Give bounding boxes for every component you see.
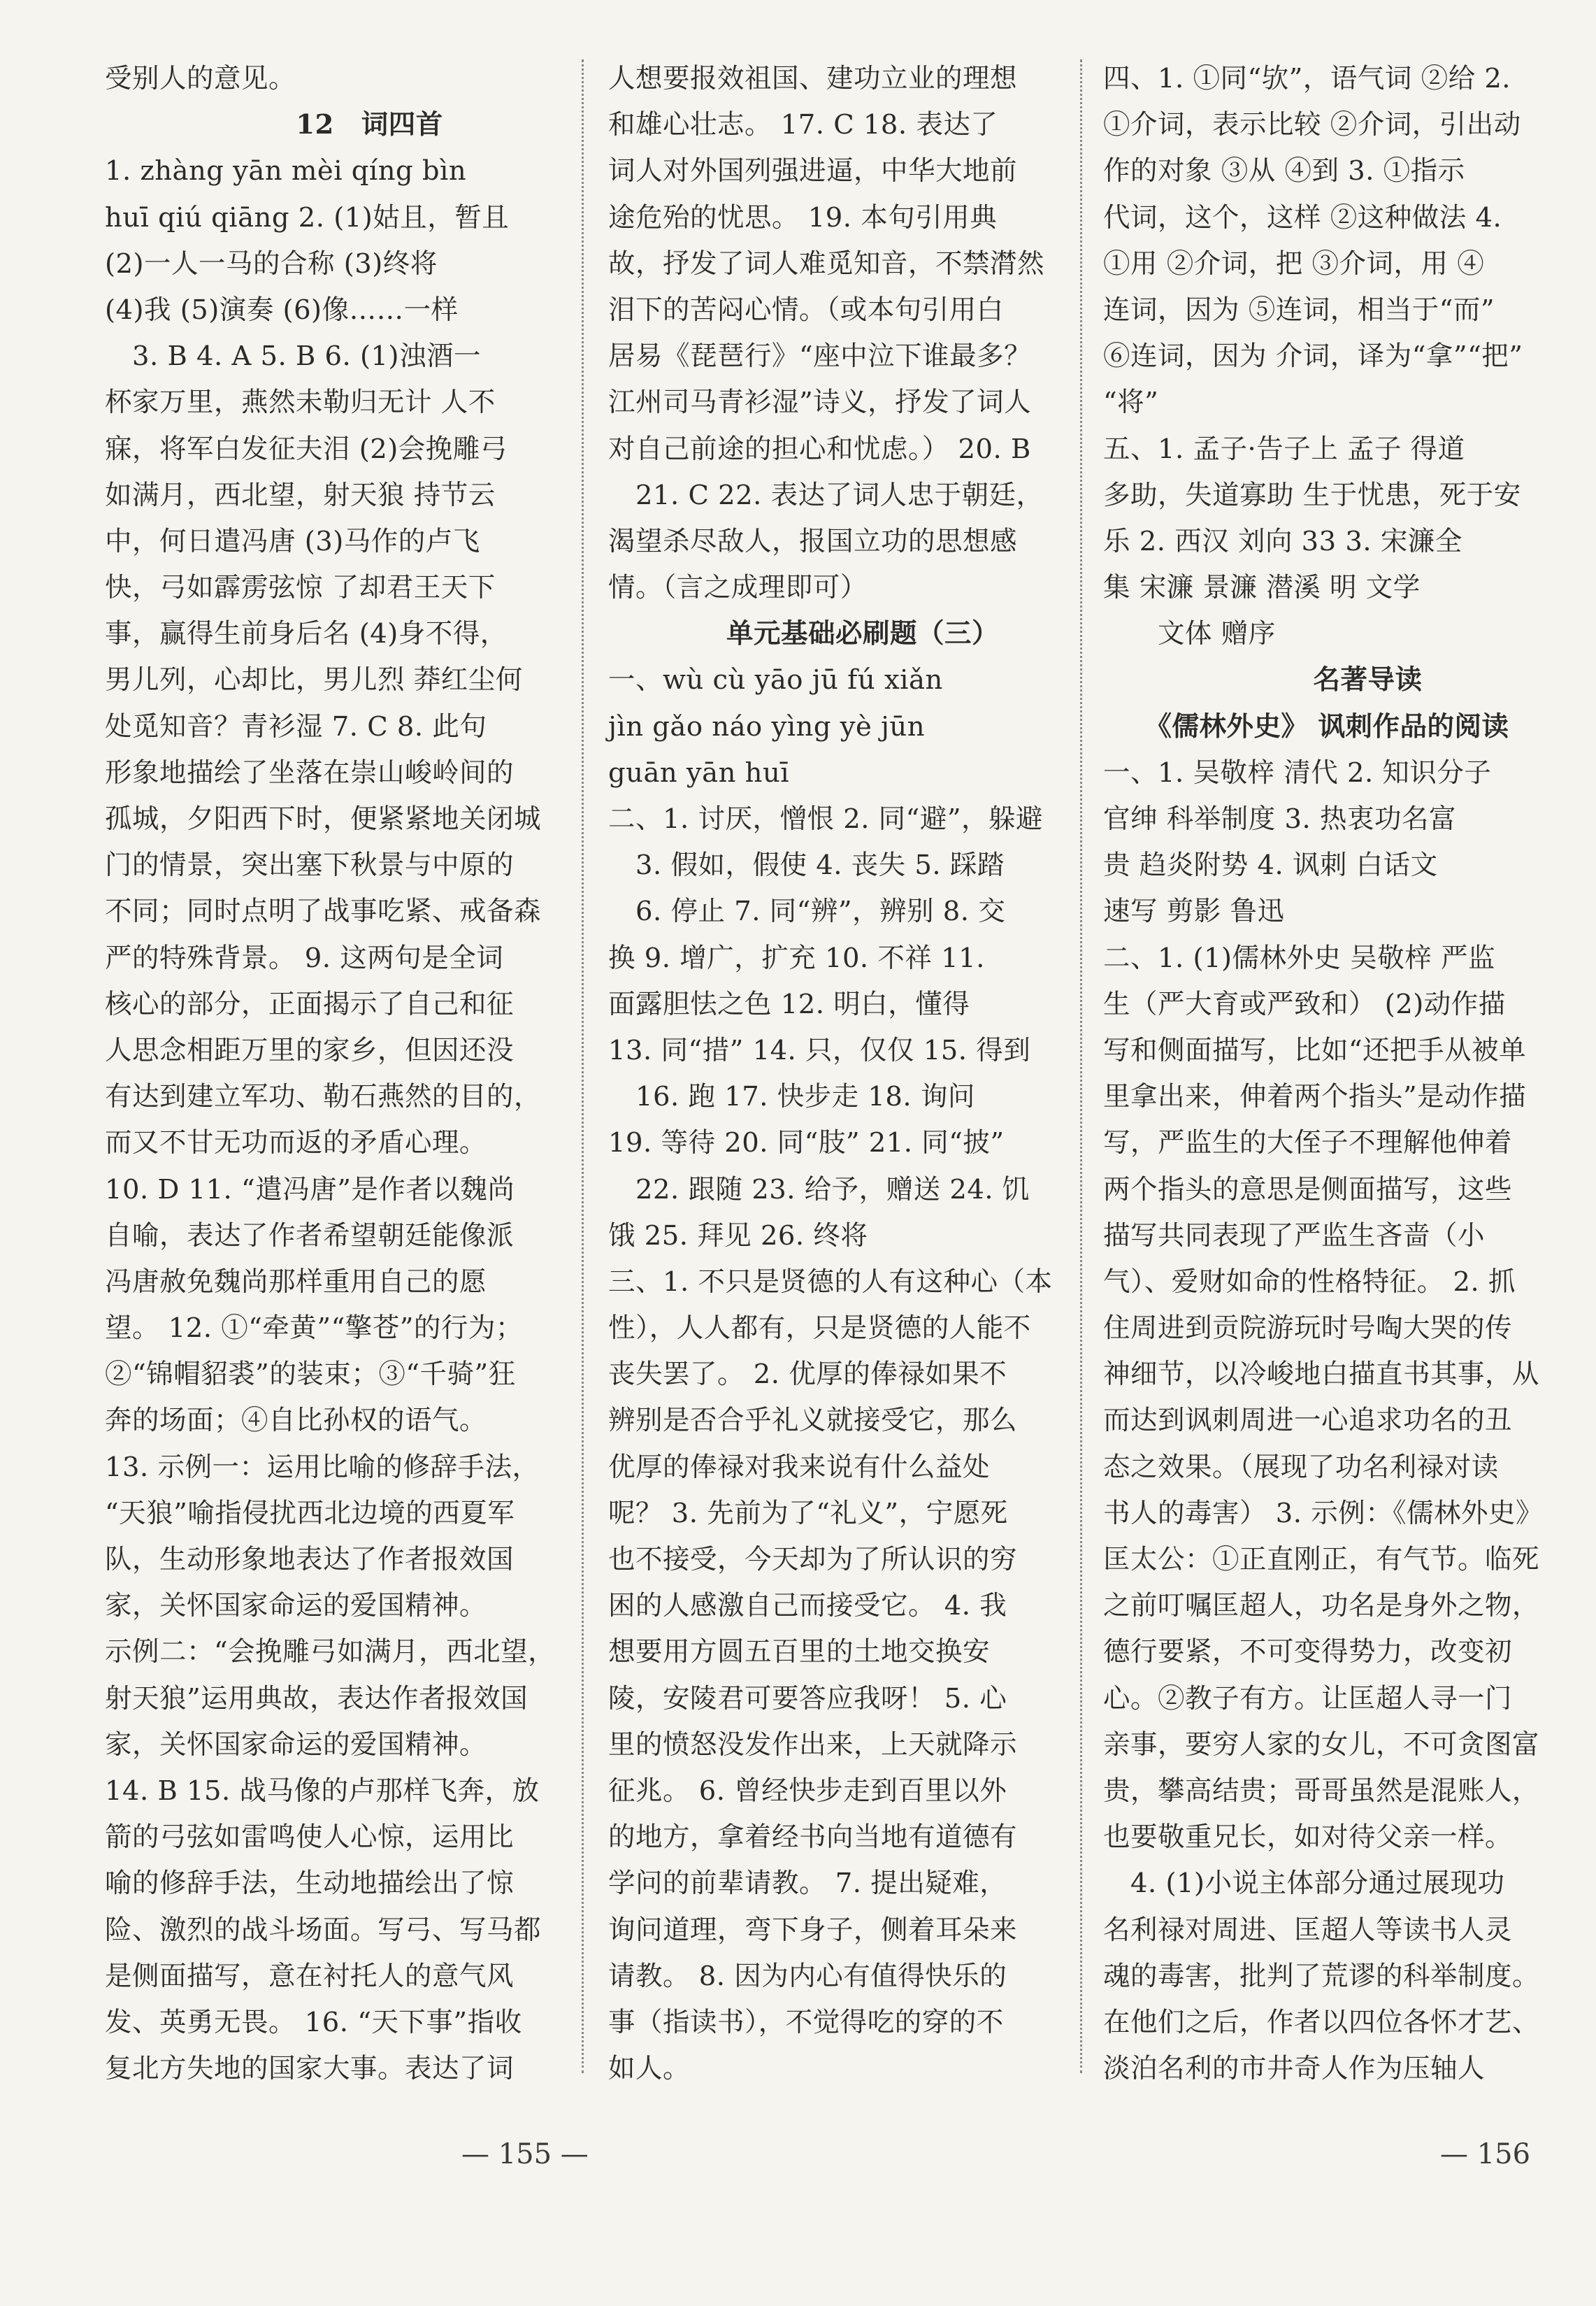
right-column-line: 二、1. (1)儒林外史 吴敬梓 严监 xyxy=(1103,942,1495,974)
left-column-line: 核心的部分，正面揭示了自己和征 xyxy=(105,988,515,1020)
middle-column-line: 面露胆怯之色 12. 明白，懂得 xyxy=(608,988,970,1020)
middle-column-line: 优厚的俸禄对我来说有什么益处 xyxy=(608,1451,991,1483)
middle-column-line: 一、wù cù yāo jū fú xiǎn xyxy=(608,664,943,696)
right-column-line: 乐 2. 西汉 刘向 33 3. 宋濂全 xyxy=(1103,525,1462,557)
right-column xyxy=(1103,56,1551,2092)
middle-column-line: 的地方，拿着经书向当地有道德有 xyxy=(608,1821,1018,1854)
left-column-line: 险、激烈的战斗场面。写弓、写马都 xyxy=(105,1914,542,1946)
right-column-line: 贵，攀高结贵；哥哥虽然是混账人， xyxy=(1103,1775,1540,1807)
right-column-line: 五、1. 孟子·告子上 孟子 得道 xyxy=(1103,433,1465,465)
left-column-line: 示例二：“会挽雕弓如满月，西北望， xyxy=(105,1636,556,1668)
middle-column-line: 呢？ 3. 先前为了“礼义”，宁愿死 xyxy=(608,1497,1008,1529)
right-column-line: 多助，失道寡助 生于忧患，死于安 xyxy=(1103,479,1521,511)
right-column-line: 里拿出来，伸着两个指头”是动作描 xyxy=(1103,1081,1527,1113)
right-column-line: 《儒林外史》 讽刺作品的阅读 xyxy=(1144,710,1509,743)
middle-column-line: 6. 停止 7. 同“辨”，辨别 8. 交 xyxy=(608,896,1006,928)
middle-column-line: jìn gǎo náo yìng yè jūn xyxy=(608,710,926,743)
right-column-line: 四、1. ①同“欤”，语气词 ②给 2. xyxy=(1103,63,1511,94)
left-column-line: ②“锦帽貂裘”的装束；③“千骑”狂 xyxy=(105,1359,516,1391)
page-number-left: — 155 — xyxy=(461,2138,589,2170)
right-column-line: 匡太公：①正直刚正，有气节。临死 xyxy=(1103,1544,1540,1575)
middle-column-line: 征兆。 6. 曾经快步走到百里以外 xyxy=(608,1775,1007,1807)
right-column-line: ①介词，表示比较 ②介词，引出动 xyxy=(1103,109,1521,141)
middle-column-line: 三、1. 不只是贤德的人有这种心（本 xyxy=(608,1266,1053,1298)
middle-column-line: 居易《琵琶行》“座中泣下谁最多？ xyxy=(608,341,1032,373)
middle-column-line: 换 9. 增广，扩充 10. 不祥 11. xyxy=(608,942,985,974)
middle-column-line: 故，抒发了词人难觅知音，不禁潸然 xyxy=(608,248,1045,280)
right-column-line: “将” xyxy=(1103,387,1159,419)
left-column-line: 家，关怀国家命运的爱国精神。 xyxy=(105,1590,487,1622)
left-column-line: 10. D 11. “遣冯唐”是作者以魏尚 xyxy=(105,1173,515,1205)
middle-column-line: 13. 同“措” 14. 只，仅仅 15. 得到 xyxy=(608,1034,1031,1066)
left-column-line: 箭的弓弦如雷鸣使人心惊，运用比 xyxy=(105,1821,515,1854)
page-number-right: — 156 xyxy=(1440,2138,1531,2170)
right-column-line: 态之效果。（展现了功名利禄对读 xyxy=(1103,1451,1499,1483)
right-column-line: ⑥连词，因为 介词，译为“拿”“把” xyxy=(1103,341,1523,373)
right-column-line: 贵 趋炎附势 4. 讽刺 白话文 xyxy=(1103,850,1438,882)
middle-column-line: 事（指读书），不觉得吃的穿的不 xyxy=(608,2006,1004,2038)
middle-column-line: 想要用方圆五百里的土地交换安 xyxy=(608,1636,991,1668)
column-divider-left xyxy=(582,59,584,2073)
right-column-line: 名著导读 xyxy=(1231,664,1423,696)
middle-column-line: 性），人人都有，只是贤德的人能不 xyxy=(608,1312,1031,1345)
left-column-line: “天狼”喻指侵扰西北边境的西夏军 xyxy=(105,1497,515,1529)
left-column-line: 14. B 15. 战马像的卢那样飞奔，放 xyxy=(105,1775,540,1807)
right-column-line: 而达到讽刺周进一心追求功名的丑 xyxy=(1103,1405,1513,1437)
left-column-line: 严的特殊背景。 9. 这两句是全词 xyxy=(105,942,504,974)
left-column-line: 3. B 4. A 5. B 6. (1)浊酒一 xyxy=(105,341,482,373)
middle-column-line: 如人。 xyxy=(608,2053,691,2085)
left-column-line: 形象地描绘了坐落在崇山峻岭间的 xyxy=(105,757,515,789)
middle-column-line: 里的愤怒没发作出来，上天就降示 xyxy=(608,1728,1018,1761)
right-column-line: 一、1. 吴敬梓 清代 2. 知识分子 xyxy=(1103,757,1492,789)
right-column-line: 之前叮嘱匡超人，功名是身外之物， xyxy=(1103,1590,1540,1622)
left-column-line: 1. zhàng yān mèi qíng bìn xyxy=(105,155,467,187)
right-column-line: 集 宋濂 景濂 潜溪 明 文学 xyxy=(1103,572,1421,604)
right-column-line: 书人的毒害） 3. 示例：《儒林外史》 xyxy=(1103,1497,1543,1529)
right-column-line: 住周进到贡院游玩时号啕大哭的传 xyxy=(1103,1312,1513,1345)
left-column-line: 奔的场面；④自比孙权的语气。 xyxy=(105,1405,487,1437)
middle-column-line: 单元基础必刷题（三） xyxy=(671,618,999,650)
left-column-line: 杯家万里，燕然未勒归无计 人不 xyxy=(105,387,496,419)
left-column-line: 男儿列，心却比，男儿烈 莽红尘何 xyxy=(105,664,523,696)
right-column-line: 在他们之后，作者以四位各怀才艺、 xyxy=(1103,2006,1540,2038)
left-column-line: 队，生动形象地表达了作者报效国 xyxy=(105,1544,515,1575)
left-column-line: 射天狼”运用典故，表达作者报效国 xyxy=(105,1682,529,1714)
left-column-line: huī qiú qiāng 2. (1)姑且，暂且 xyxy=(105,201,510,234)
right-column-line: 淡泊名利的市井奇人作为压轴人 xyxy=(1103,2053,1486,2085)
middle-column-line: 和雄心壮志。 17. C 18. 表达了 xyxy=(608,109,998,141)
right-column-line: 文体 赠序 xyxy=(1103,618,1276,650)
right-column-line: 亲事，要穷人家的女儿，不可贪图富 xyxy=(1103,1728,1540,1761)
left-column xyxy=(105,56,556,2092)
middle-column-line: 请教。 8. 因为内心有值得快乐的 xyxy=(608,1960,1007,1992)
middle-column-line: 3. 假如，假使 4. 丧失 5. 踩踏 xyxy=(608,850,1005,882)
left-column-line: 门的情景，突出塞下秋景与中原的 xyxy=(105,850,515,882)
right-column-line: 作的对象 ③从 ④到 3. ①指示 xyxy=(1103,155,1465,187)
right-column-line: 魂的毒害，批判了荒谬的科举制度。 xyxy=(1103,1960,1540,1992)
left-column-line: 处觅知音？青衫湿 7. C 8. 此句 xyxy=(105,710,487,743)
middle-column-line: 困的人感激自己而接受它。 4. 我 xyxy=(608,1590,1007,1622)
middle-column-line: 丧失罢了。 2. 优厚的俸禄如果不 xyxy=(608,1359,1007,1391)
right-column-line: 也要敬重兄长，如对待父亲一样。 xyxy=(1103,1821,1513,1854)
middle-column-line: 饿 25. 拜见 26. 终将 xyxy=(608,1219,868,1252)
left-column-line: (2)一人一马的合称 (3)终将 xyxy=(105,248,438,280)
left-column-line: 如满月，西北望，射天狼 持节云 xyxy=(105,479,496,511)
middle-column-line: 19. 等待 20. 同“肢” 21. 同“披” xyxy=(608,1127,1005,1159)
middle-column-line: 陵，安陵君可要答应我呀！ 5. 心 xyxy=(608,1682,1007,1714)
left-column-line: 快，弓如霹雳弦惊 了却君王天下 xyxy=(105,572,496,604)
middle-column xyxy=(608,56,1063,2092)
right-column-line: 代词，这个，这样 ②这种做法 4. xyxy=(1103,201,1502,234)
middle-column-line: 人想要报效祖国、建功立业的理想 xyxy=(608,63,1018,94)
right-column-line: 写和侧面描写，比如“还把手从被单 xyxy=(1103,1034,1527,1066)
left-column-line: 家，关怀国家命运的爱国精神。 xyxy=(105,1728,487,1761)
right-column-line: 4. (1)小说主体部分通过展现功 xyxy=(1103,1868,1505,1900)
left-column-line: 不同；同时点明了战事吃紧、戒备森 xyxy=(105,896,542,928)
right-column-line: 气）、爱财如命的性格特征。 2. 抓 xyxy=(1103,1266,1516,1298)
middle-column-line: 21. C 22. 表达了词人忠于朝廷， xyxy=(608,479,1044,511)
middle-column-line: 22. 跟随 23. 给予，赠送 24. 饥 xyxy=(608,1173,1030,1205)
right-column-line: 写，严监生的大侄子不理解他伸着 xyxy=(1103,1127,1513,1159)
left-column-line: 喻的修辞手法，生动地描绘出了惊 xyxy=(105,1868,515,1900)
middle-column-line: 二、1. 讨厌，憎恨 2. 同“避”，躲避 xyxy=(608,803,1044,835)
left-column-line: (4)我 (5)演奏 (6)像……一样 xyxy=(105,294,459,326)
left-column-line: 受别人的意见。 xyxy=(105,63,296,94)
left-column-line: 冯唐赦免魏尚那样重用自己的愿 xyxy=(105,1266,487,1298)
right-column-line: 连词，因为 ⑤连词，相当于“而” xyxy=(1103,294,1495,326)
middle-column-line: 词人对外国列强进逼，中华大地前 xyxy=(608,155,1018,187)
right-column-line: 速写 剪影 鲁迅 xyxy=(1103,896,1285,928)
right-column-line: 生（严大育或严致和） (2)动作描 xyxy=(1103,988,1506,1020)
middle-column-line: 询问道理，弯下身子，侧着耳朵来 xyxy=(608,1914,1018,1946)
left-column-line: 自喻，表达了作者希望朝廷能像派 xyxy=(105,1219,515,1252)
middle-column-line: 江州司马青衫湿”诗义，抒发了词人 xyxy=(608,387,1032,419)
right-column-line: 心。②教子有方。让匡超人寻一门 xyxy=(1103,1682,1513,1714)
left-column-line: 孤城，夕阳西下时，便紧紧地关闭城 xyxy=(105,803,542,835)
middle-column-line: 16. 跑 17. 快步走 18. 询问 xyxy=(608,1081,975,1113)
column-divider-right xyxy=(1080,59,1082,2073)
left-column-line: 发、英勇无畏。 16. “天下事”指收 xyxy=(105,2006,522,2038)
right-column-line: 名利禄对周进、匡超人等读书人灵 xyxy=(1103,1914,1513,1946)
left-column-line: 望。 12. ①“牵黄”“擎苍”的行为； xyxy=(105,1312,523,1345)
middle-column-line: 学问的前辈请教。 7. 提出疑难， xyxy=(608,1868,1007,1900)
middle-column-line: 也不接受，今天却为了所认识的穷 xyxy=(608,1544,1018,1575)
left-column-line: 中，何日遣冯唐 (3)马作的卢飞 xyxy=(105,525,480,557)
left-column-line: 有达到建立军功、勒石燕然的目的， xyxy=(105,1081,542,1113)
middle-column-line: 情。（言之成理即可） xyxy=(608,572,868,604)
left-column-line: 人思念相距万里的家乡，但因还没 xyxy=(105,1034,515,1066)
right-column-line: 德行要紧，不可变得势力，改变初 xyxy=(1103,1636,1513,1668)
left-column-line: 寐，将军白发征夫泪 (2)会挽雕弓 xyxy=(105,433,508,465)
middle-column-line: guān yān huī xyxy=(608,757,790,789)
right-column-line: 描写共同表现了严监生吝啬（小 xyxy=(1103,1219,1486,1252)
right-column-line: ①用 ②介词，把 ③介词，用 ④ xyxy=(1103,248,1485,280)
middle-column-line: 渴望杀尽敌人，报国立功的思想感 xyxy=(608,525,1018,557)
middle-column-line: 对自己前途的担心和忧虑。） 20. B xyxy=(608,433,1031,465)
right-column-line: 官绅 科举制度 3. 热衷功名富 xyxy=(1103,803,1456,835)
left-column-line: 是侧面描写，意在衬托人的意气风 xyxy=(105,1960,515,1992)
middle-column-line: 途危殆的忧思。 19. 本句引用典 xyxy=(608,201,998,234)
left-column-line: 13. 示例一：运用比喻的修辞手法， xyxy=(105,1451,540,1483)
middle-column-line: 泪下的苦闷心情。（或本句引用白 xyxy=(608,294,1004,326)
middle-column-line: 辨别是否合乎礼义就接受它，那么 xyxy=(608,1405,1018,1437)
left-column-line: 12 词四首 xyxy=(214,109,443,141)
left-column-line: 复北方失地的国家大事。表达了词 xyxy=(105,2053,515,2085)
right-column-line: 两个指头的意思是侧面描写，这些 xyxy=(1103,1173,1513,1205)
left-column-line: 事，赢得生前身后名 (4)身不得， xyxy=(105,618,508,650)
left-column-line: 而又不甘无功而返的矛盾心理。 xyxy=(105,1127,487,1159)
right-column-line: 神细节，以冷峻地白描直书其事，从 xyxy=(1103,1359,1540,1391)
